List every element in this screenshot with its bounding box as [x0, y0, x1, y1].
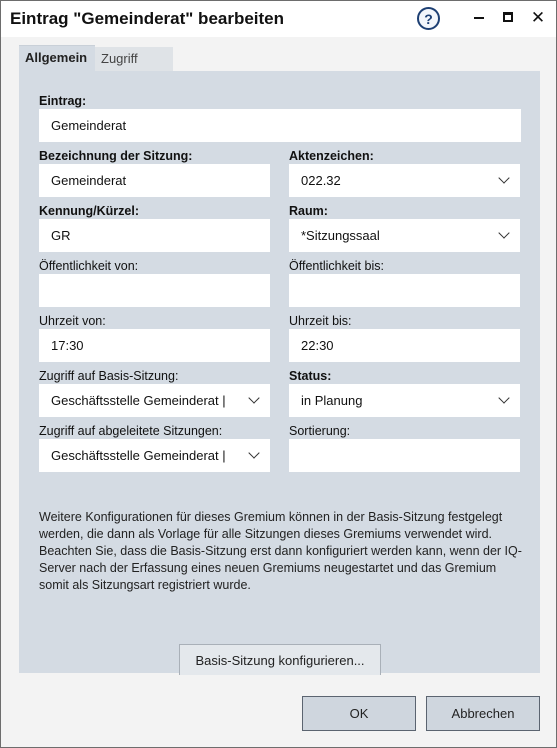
kennung-label: Kennung/Kürzel: [39, 204, 139, 218]
sortierung-label: Sortierung: [289, 424, 351, 438]
uhrzeit-von-field[interactable] [39, 329, 270, 362]
uhrzeit-bis-label: Uhrzeit bis: [289, 314, 352, 328]
chevron-down-icon [498, 172, 509, 183]
uhrzeit-bis-field[interactable] [289, 329, 520, 362]
basis-sitzung-konfigurieren-button[interactable]: Basis-Sitzung konfigurieren... [179, 644, 381, 675]
oeffentlichkeit-von-field[interactable] [39, 274, 270, 307]
bezeichnung-value: Gemeinderat [51, 173, 127, 188]
aktenzeichen-value: 022.32 [301, 173, 341, 188]
ok-button[interactable]: OK [302, 696, 416, 731]
zugriff-basis-value: Geschäftsstelle Gemeinderat | [51, 393, 226, 408]
eintrag-field[interactable] [39, 109, 521, 142]
zugriff-abgeleitet-label: Zugriff auf abgeleitete Sitzungen: [39, 424, 223, 438]
status-label: Status: [289, 369, 332, 383]
oeffentlichkeit-bis-field[interactable] [289, 274, 520, 307]
kennung-field[interactable] [39, 219, 270, 252]
uhrzeit-von-label: Uhrzeit von: [39, 314, 106, 328]
zugriff-abgeleitet-dropdown[interactable] [39, 439, 270, 472]
info-paragraph-1: Weitere Konfigurationen für dieses Gremium können in der Basis-Sitzung festgelegt werden, die dann als Vorlage für alle Sitzungen dieses Gremiums verwendet wird. [39, 510, 503, 541]
chevron-down-icon [498, 392, 509, 403]
oeffentlichkeit-von-label: Öffentlichkeit von: [39, 259, 139, 273]
raum-dropdown[interactable] [289, 219, 520, 252]
zugriff-abgeleitet-value: Geschäftsstelle Gemeinderat | [51, 448, 226, 463]
minimize-icon [474, 17, 484, 19]
aktenzeichen-dropdown[interactable] [289, 164, 520, 197]
info-paragraph-2: Beachten Sie, dass die Basis-Sitzung erst dann konfiguriert werden kann, wenn der IQ-Server nach der Erfassung eines neuen Gremiums neugestartet und das Gremium somit als Sitzungsart registriert wurde. [39, 544, 522, 592]
aktenzeichen-label: Aktenzeichen: [289, 149, 374, 163]
chevron-down-icon [498, 227, 509, 238]
info-text [39, 509, 529, 594]
sortierung-field[interactable] [289, 439, 520, 472]
maximize-icon [503, 12, 513, 22]
uhrzeit-von-value: 17:30 [51, 338, 84, 353]
uhrzeit-bis-value: 22:30 [301, 338, 334, 353]
zugriff-basis-label: Zugriff auf Basis-Sitzung: [39, 369, 179, 383]
status-value: in Planung [301, 393, 363, 408]
tab-zugriff[interactable]: Zugriff [95, 47, 173, 71]
chevron-down-icon [248, 392, 259, 403]
raum-label: Raum: [289, 204, 328, 218]
tab-panel-allgemein [19, 71, 540, 673]
tab-allgemein[interactable]: Allgemein [19, 45, 95, 71]
help-icon[interactable]: ? [417, 7, 440, 30]
eintrag-value: Gemeinderat [51, 118, 127, 133]
raum-value: *Sitzungssaal [301, 228, 380, 243]
bezeichnung-field[interactable] [39, 164, 270, 197]
cancel-button[interactable]: Abbrechen [426, 696, 540, 731]
close-button[interactable] [523, 1, 553, 33]
bezeichnung-label: Bezeichnung der Sitzung: [39, 149, 193, 163]
oeffentlichkeit-bis-label: Öffentlichkeit bis: [289, 259, 384, 273]
close-icon: ✕ [530, 7, 546, 27]
minimize-button[interactable] [464, 1, 494, 33]
eintrag-label: Eintrag: [39, 94, 87, 108]
title-bar [1, 1, 556, 37]
zugriff-basis-dropdown[interactable] [39, 384, 270, 417]
dialog-title: Eintrag "Gemeinderat" bearbeiten [10, 9, 285, 28]
chevron-down-icon [248, 447, 259, 458]
maximize-button[interactable] [493, 1, 523, 33]
status-dropdown[interactable] [289, 384, 520, 417]
kennung-value: GR [51, 228, 71, 243]
